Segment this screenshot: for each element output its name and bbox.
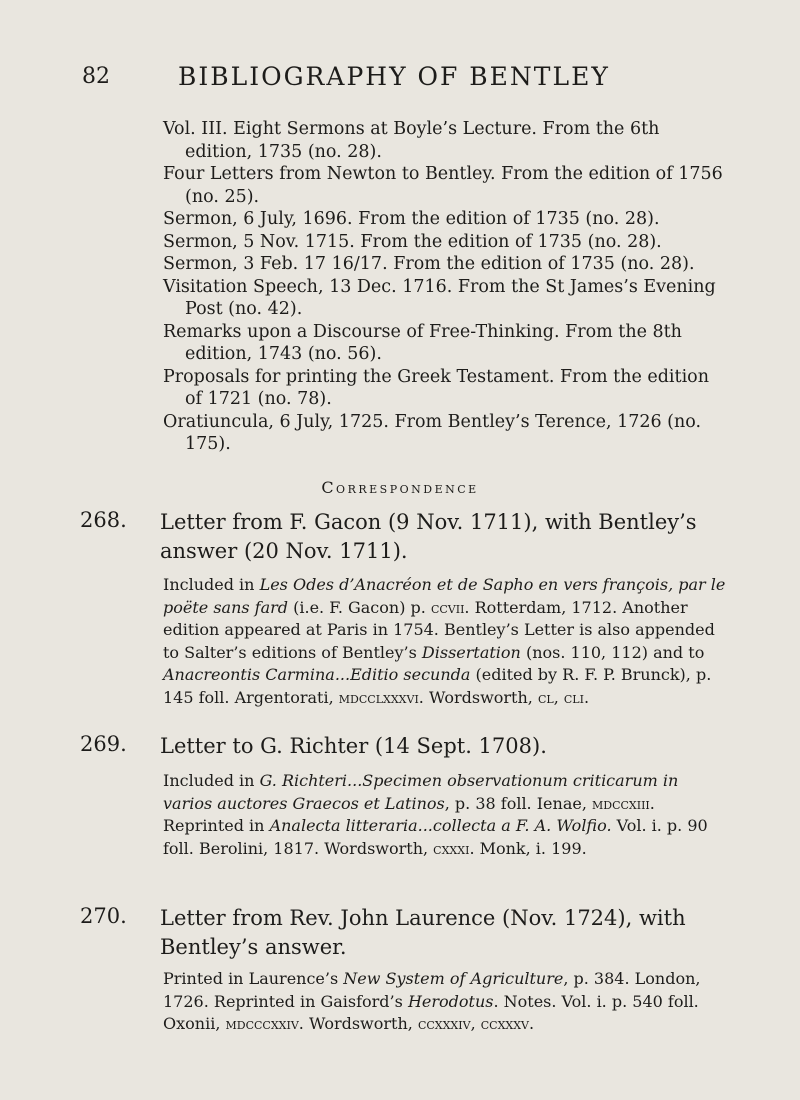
page-number: 82	[82, 64, 110, 89]
vol-iii-line: Proposals for printing the Greek Testament. From the edition of 1721 (no. 78).	[163, 366, 709, 409]
entry-number: 269.	[80, 732, 127, 756]
page-header	[0, 62, 800, 102]
entry-title: Letter from F. Gacon (9 Nov. 1711), with Bentley’s answer (20 Nov. 1711).	[160, 510, 697, 563]
section-heading: Correspondence	[321, 478, 479, 497]
entry-number: 270.	[80, 904, 127, 928]
vol-iii-line: Vol. III. Eight Sermons at Boyle’s Lecture. From the 6th edition, 1735 (no. 28).	[163, 119, 660, 162]
vol-iii-line: Oratiuncula, 6 July, 1725. From Bentley’s Terence, 1726 (no. 175).	[163, 411, 702, 454]
entry-description: Included in Les Odes d’Anacréon et de Sapho en vers françois, par le poëte sans fard (i.e. F. Gacon) p. ccvii. Rotterdam, 1712. Another edition appeared at Paris in 1754. Bentley’s Letter is also appended to Salter’s editions of Bentley’s Dissertation (nos. 110, 112) and to Anacreontis Carmina...Editio secunda (edited by R. F. P. Brunck), p. 145 foll. Argentorati, mdcclxxxvi. Wordsworth, cl, cli.	[163, 575, 726, 707]
vol-iii-line: Visitation Speech, 13 Dec. 1716. From the St James’s Evening Post (no. 42).	[163, 276, 716, 319]
vol-iii-line: Sermon, 3 Feb. 17 16/17. From the edition of 1735 (no. 28).	[163, 254, 695, 274]
running-title: BIBLIOGRAPHY OF BENTLEY	[178, 62, 610, 91]
entry-title: Letter to G. Richter (14 Sept. 1708).	[160, 734, 547, 758]
vol-iii-line: Remarks upon a Discourse of Free-Thinking. From the 8th edition, 1743 (no. 56).	[163, 321, 682, 364]
vol-iii-line: Sermon, 5 Nov. 1715. From the edition of 1735 (no. 28).	[163, 231, 662, 252]
entry-number: 268.	[80, 508, 127, 532]
entry-title: Letter from Rev. John Laurence (Nov. 1724), with Bentley’s answer.	[160, 906, 686, 959]
vol-iii-line: Sermon, 6 July, 1696. From the edition of 1735 (no. 28).	[163, 209, 660, 229]
vol-iii-contents	[163, 118, 723, 456]
entry-description: Printed in Laurence’s New System of Agriculture, p. 384. London, 1726. Reprinted in Gaisford’s Herodotus. Notes. Vol. i. p. 540 foll. Oxonii, mdcccxxiv. Wordsworth, ccxxxiv, ccxxxv.	[163, 969, 701, 1033]
vol-iii-line: Four Letters from Newton to Bentley. From the edition of 1756 (no. 25).	[163, 164, 723, 207]
entry-description: Included in G. Richteri...Specimen observationum criticarum in varios auctores Graecos et Latinos, p. 38 foll. Ienae, mdccxiii. Reprinted in Analecta litteraria...collecta a F. A. Wolfio. Vol. i. p. 90 foll. Berolini, 1817. Wordsworth, cxxxi. Monk, i. 199.	[163, 771, 708, 858]
